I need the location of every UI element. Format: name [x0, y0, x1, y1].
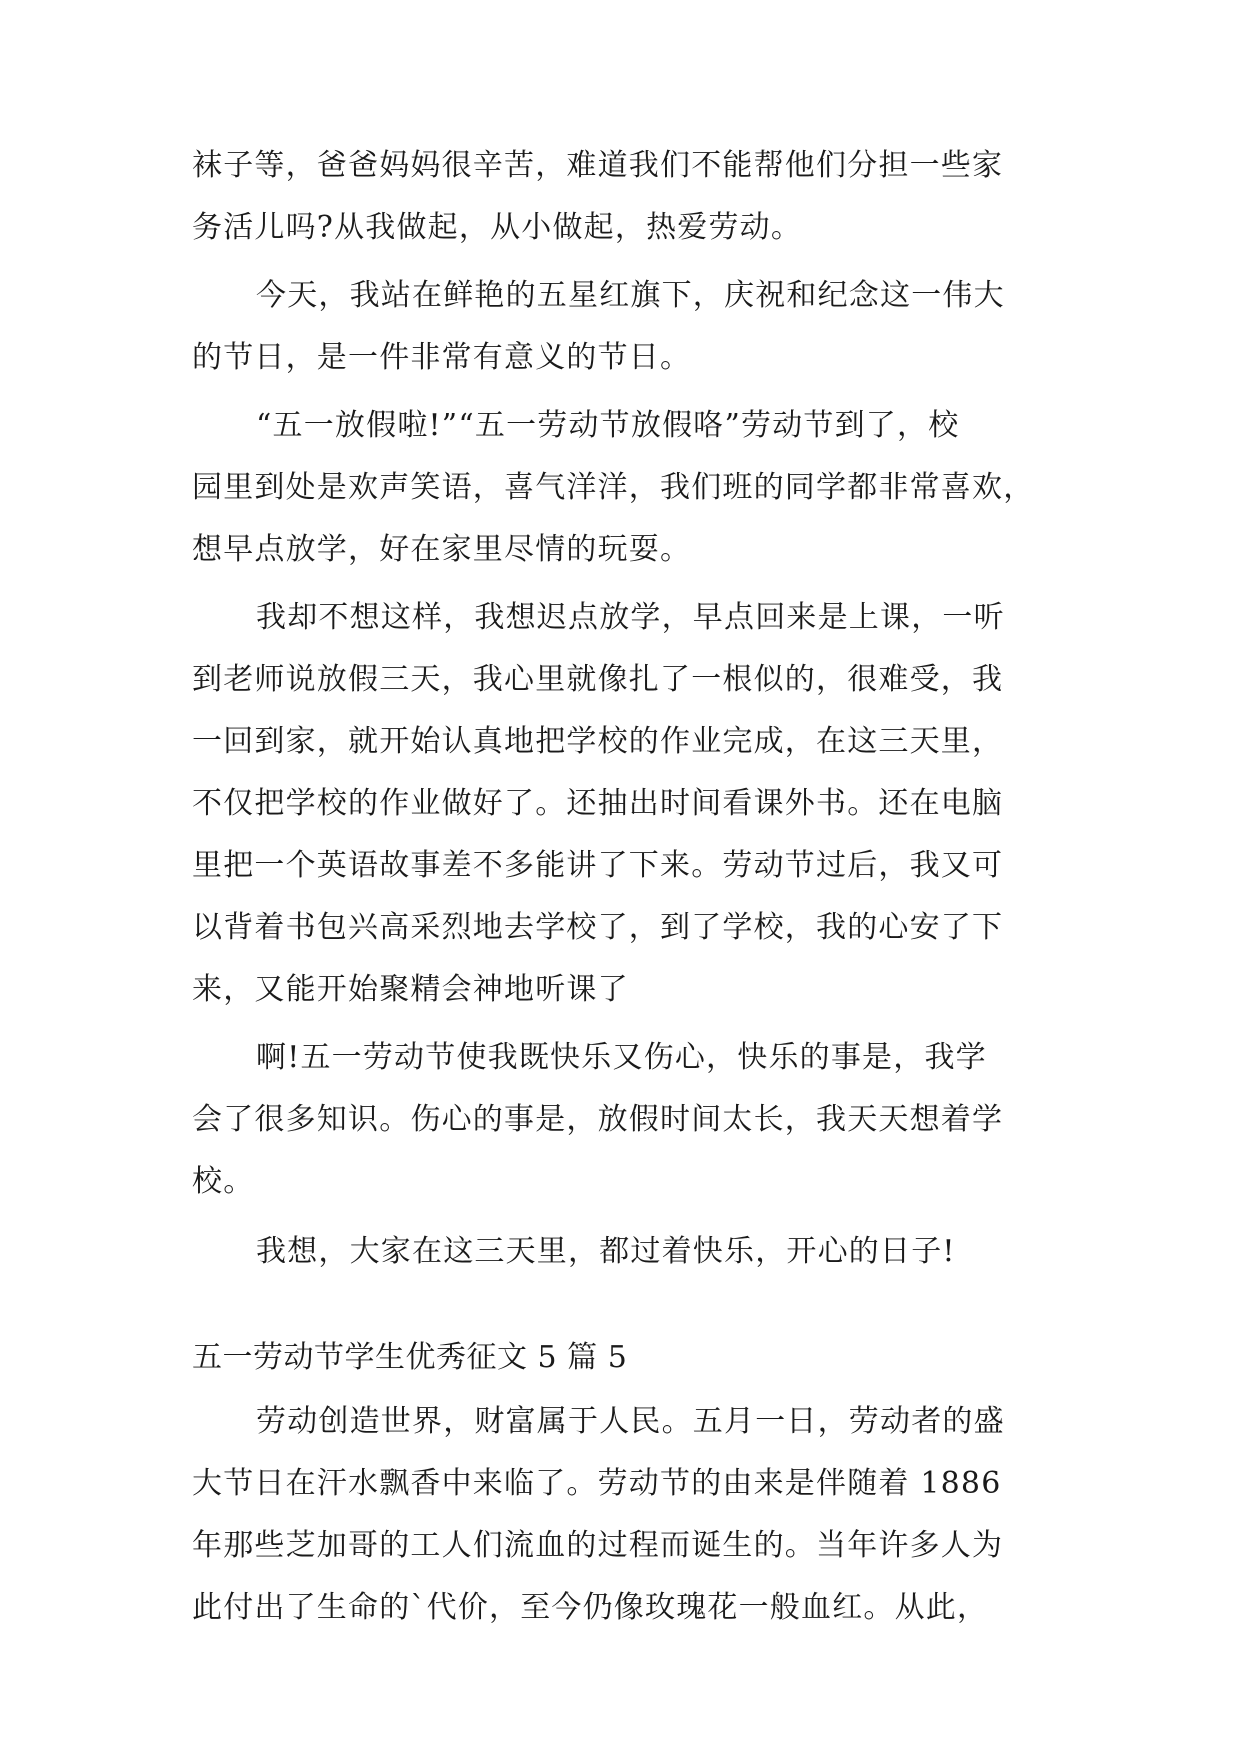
text-line: 园里到处是欢声笑语，喜气洋洋，我们班的同学都非常喜欢，	[192, 470, 1035, 505]
text-line: 袜子等，爸爸妈妈很辛苦，难道我们不能帮他们分担一些家	[192, 148, 1004, 183]
paragraph-first-line: 劳动创造世界，财富属于人民。五月一日，劳动者的盛	[256, 1404, 1005, 1439]
paragraph-first-line: 啊!五一劳动节使我既快乐又伤心，快乐的事是，我学	[256, 1040, 987, 1075]
text-line: 里把一个英语故事差不多能讲了下来。劳动节过后，我又可	[192, 848, 1004, 883]
paragraph-first-line: 今天，我站在鲜艳的五星红旗下，庆祝和纪念这一伟大	[256, 278, 1005, 313]
paragraph-first-line: 我想，大家在这三天里，都过着快乐，开心的日子!	[256, 1234, 956, 1269]
text-line: 一回到家，就开始认真地把学校的作业完成，在这三天里，	[192, 724, 1004, 759]
text-line: 大节日在汗水飘香中来临了。劳动节的由来是伴随着 1886	[192, 1466, 1002, 1501]
text-line: 年那些芝加哥的工人们流血的过程而诞生的。当年许多人为	[192, 1528, 1004, 1563]
text-line: 到老师说放假三天，我心里就像扎了一根似的，很难受，我	[192, 662, 1004, 697]
paragraph-first-line: 我却不想这样，我想迟点放学，早点回来是上课，一听	[256, 600, 1005, 635]
text-line: 务活儿吗?从我做起，从小做起，热爱劳动。	[192, 210, 803, 245]
text-line: 来，又能开始聚精会神地听课了	[192, 972, 629, 1007]
text-line: 校。	[192, 1164, 255, 1199]
text-line: 此付出了生命的`代价，至今仍像玫瑰花一般血红。从此，	[192, 1590, 989, 1625]
text-line: 会了很多知识。伤心的事是，放假时间太长，我天天想着学	[192, 1102, 1004, 1137]
text-line: 的节日，是一件非常有意义的节日。	[192, 340, 692, 375]
text-line: 以背着书包兴高采烈地去学校了，到了学校，我的心安了下	[192, 910, 1004, 945]
text-line: 不仅把学校的作业做好了。还抽出时间看课外书。还在电脑	[192, 786, 1004, 821]
text-line: 想早点放学，好在家里尽情的玩耍。	[192, 532, 692, 567]
paragraph-first-line: “五一放假啦!”“五一劳动节放假咯”劳动节到了，校	[256, 408, 960, 443]
section-heading: 五一劳动节学生优秀征文 5 篇 5	[192, 1340, 628, 1375]
